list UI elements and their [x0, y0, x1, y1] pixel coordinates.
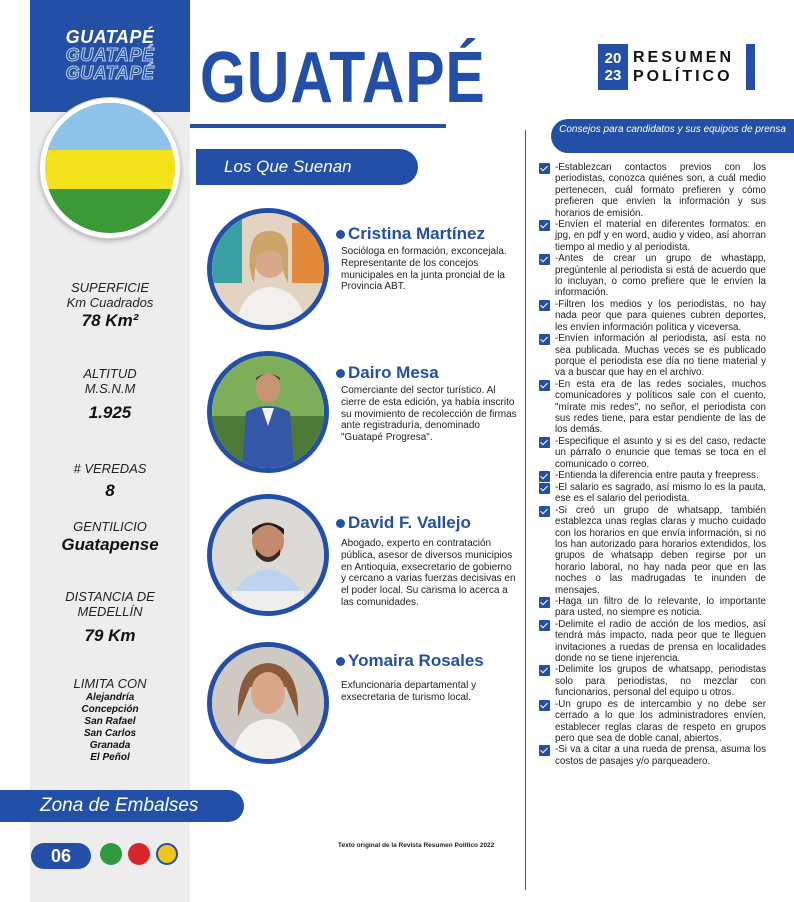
sidebar-title-2: GUATAPÉ	[65, 45, 155, 65]
footnote: Texto original de la Revista Resumen Político 2022	[338, 842, 495, 849]
stat-veredas-label: # VEREDAS	[73, 461, 147, 476]
stat-limita-label: LIMITA CON	[73, 676, 147, 691]
sponsor-logo-1	[100, 843, 122, 865]
candidate-name-text: Yomaira Rosales	[348, 651, 484, 670]
page-title: GUATAPÉ	[200, 38, 486, 118]
limit-item: Alejandría	[85, 692, 135, 703]
title-underline	[190, 124, 446, 128]
checkbox-icon	[539, 597, 550, 608]
stat-altitud	[30, 366, 190, 424]
limit-item: Granada	[89, 740, 131, 751]
brand-line-1: RESUMEN	[633, 49, 735, 66]
list-item	[539, 299, 766, 333]
candidate-name-text: David F. Vallejo	[348, 513, 471, 532]
stat-altitud-value: 1.925	[88, 403, 132, 422]
candidate-name-4	[336, 651, 484, 671]
page-number: 06	[31, 843, 91, 869]
bullet-dot-icon	[336, 657, 345, 666]
list-item	[539, 744, 766, 767]
candidate-name-text: Cristina Martínez	[348, 224, 485, 243]
stat-distancia-label-2: MEDELLÍN	[77, 604, 143, 619]
brand-year-top: 20	[604, 50, 622, 67]
tip-text: -Filtren los medios y los periodistas, no hay nada peor que para quienes cubren deportes, les envíen información política y viceversa.	[555, 298, 766, 333]
stat-limita	[30, 676, 190, 764]
checkbox-icon	[539, 437, 550, 448]
list-item	[539, 253, 766, 299]
bullet-dot-icon	[336, 230, 345, 239]
stat-altitud-label: ALTITUD	[83, 366, 137, 381]
stat-superficie-value: 78 Km²	[81, 311, 139, 330]
candidate-photo-4	[207, 642, 329, 764]
tip-text: -Delimite el radio de acción de los medios, así tendrá más impacto, nada peor que te lleguen invitaciones a ruedas de prensa en localidades donde no se tiene injerencia.	[555, 618, 766, 665]
checkbox-icon	[539, 380, 550, 391]
municipality-flag	[40, 98, 180, 238]
stat-distancia-value: 79 Km	[84, 626, 136, 645]
list-item	[539, 333, 766, 379]
tip-text: -Especifique el asunto y si es del caso, redacte un párrafo o enuncie que temas se toca en el comunicado o correo.	[555, 435, 766, 470]
person-portrait-icon	[212, 213, 324, 325]
tip-text: -Antes de crear un grupo de whastapp, pregúntenle al periodista si está de acuerdo que lo incluyan, o como prefiere que le envíen la información.	[555, 253, 766, 299]
bullet-dot-icon	[336, 519, 345, 528]
stat-distancia-label-1: DISTANCIA DE	[65, 589, 155, 604]
list-item	[539, 664, 766, 698]
flag-band-green	[45, 189, 175, 233]
sponsor-logo-2	[128, 843, 150, 865]
tip-text: -Si creó un grupo de whatsapp, también establezca unas reglas claras y mucho cuidado con los horarios en que envía información, si no los han autorizado para horarios extendidos, los grupos de whatsapp deben regirse por un horario laboral, no hay nada peor que en las noches o las madrugadas te inunden de mensajes.	[555, 504, 766, 596]
stat-altitud-sublabel: M.S.N.M	[84, 381, 136, 396]
column-divider	[525, 130, 526, 890]
list-item	[539, 482, 766, 505]
checkbox-icon	[539, 700, 550, 711]
tip-text: -El salario es sagrado, así mismo lo es la pauta, ese es el salario del periodista.	[555, 481, 766, 505]
person-portrait-icon	[212, 356, 324, 468]
brand-logo	[598, 44, 755, 90]
person-portrait-icon	[212, 647, 324, 759]
brand-side-strip	[746, 44, 755, 90]
stat-superficie-label: SUPERFICIE	[70, 280, 149, 295]
stat-veredas-value: 8	[105, 481, 115, 500]
tip-text: -Envíen el material en diferentes formatos: en jpg, en pdf y en word, audio y video, así ahorran tiempo al medio y al periodista.	[555, 219, 766, 253]
candidate-photo-3	[207, 494, 329, 616]
tip-text: -Envíen información al periodista, así esta no sea publicada. Muchas veces se es publicado porque el periodista ese día no tiene material y va a buscar que hay en el archivo.	[555, 333, 766, 379]
limit-item: San Carlos	[83, 728, 137, 739]
tip-text: -Delimite los grupos de whatsapp, periodistas solo para periodistas, no mezclar con funcionarios, personal del equipo u otros.	[555, 664, 766, 699]
candidate-name-3	[336, 513, 471, 533]
checkbox-icon	[539, 745, 550, 756]
tip-text: -Establezcan contactos previos con los periodistas, conozca quiénes son, a cuál medio pertenecen, cuál formato prefieren y cómo prefieren que envíen la información y sus horarios de emisión.	[555, 162, 766, 219]
tips-header: Consejos para candidatos y sus equipos de prensa	[551, 119, 794, 153]
zona-banner: Zona de Embalses	[0, 790, 244, 822]
candidate-name-1	[336, 224, 485, 244]
person-portrait-icon	[212, 499, 324, 611]
tips-list	[539, 162, 766, 767]
stat-veredas	[30, 461, 190, 502]
candidate-name-text: Dairo Mesa	[348, 363, 439, 382]
brand-line-2: POLÍTICO	[633, 68, 733, 85]
list-item	[539, 162, 766, 219]
candidate-photo-1	[207, 208, 329, 330]
limit-item: San Rafael	[84, 716, 136, 727]
brand-text	[628, 44, 746, 90]
checkbox-icon	[539, 483, 550, 494]
brand-year	[598, 44, 628, 90]
sponsor-logo-3	[156, 843, 178, 865]
stat-gentilicio-label: GENTILICIO	[73, 519, 147, 534]
stat-superficie	[30, 280, 190, 332]
tip-text: -Si va a citar a una rueda de prensa, asuma los costos de pasajes y/o parqueadero.	[555, 744, 766, 767]
sidebar-title-1: GUATAPÉ	[65, 27, 155, 47]
tip-text: -Haga un filtro de lo relevante, lo importante para usted, no siempre es noticia.	[555, 596, 766, 619]
candidate-bio-1: Socióloga en formación, exconcejala. Representante de los concejos municipales en la junta proncial de la Provincia ABT.	[341, 246, 507, 293]
checkbox-icon	[539, 506, 550, 517]
sponsor-logos	[100, 843, 178, 865]
flag-band-blue	[45, 103, 175, 150]
sidebar-title-3: GUATAPÉ	[65, 63, 155, 83]
tip-text: -En esta era de las redes sociales, muchos comunicadores y políticos sale con el cuento, "mírate mis redes", no señor, el periodista con sus redes tiene, para estar pendiente de las de los demás.	[555, 378, 766, 436]
list-item	[539, 505, 766, 596]
stat-superficie-sublabel: Km Cuadrados	[66, 295, 154, 310]
limit-item: El Peñol	[90, 752, 130, 763]
checkbox-icon	[539, 334, 550, 345]
checkbox-icon	[539, 665, 550, 676]
page-subtitle: Los Que Suenan	[196, 149, 418, 185]
brand-year-bottom: 23	[604, 67, 622, 84]
list-item	[539, 379, 766, 436]
checkbox-icon	[539, 620, 550, 631]
candidate-name-2	[336, 363, 439, 383]
list-item	[539, 619, 766, 665]
stat-gentilicio-value: Guatapense	[61, 535, 159, 554]
tip-text: -Entienda la diferencia entre pauta y freepress.	[555, 469, 759, 481]
list-item	[539, 219, 766, 253]
candidate-bio-4: Exfuncionaria departamental y exsecretaria de turismo local.	[341, 680, 477, 703]
list-item	[539, 596, 766, 619]
checkbox-icon	[539, 254, 550, 265]
stat-distancia	[30, 589, 190, 647]
list-item	[539, 436, 766, 470]
list-item	[539, 699, 766, 745]
candidate-bio-3: Abogado, experto en contratación pública, asesor de diversos municipios en Antioquia, exsecretario de gobierno y cercano a varias fuerzas decisivas en el poder local. Su carisma lo acerca a las comunidades.	[341, 538, 516, 608]
bullet-dot-icon	[336, 369, 345, 378]
checkbox-icon	[539, 163, 550, 174]
flag-band-yellow	[45, 150, 175, 189]
candidate-photo-2	[207, 351, 329, 473]
candidate-bio-2: Comerciante del sector turístico. Al cierre de esta edición, ya había inscrito su movimiento de recolección de firmas ante registraduría, denominado "Guatapé Progresa".	[341, 385, 517, 444]
limit-item: Concepción	[81, 704, 139, 715]
stat-gentilicio	[30, 519, 190, 556]
checkbox-icon	[539, 471, 550, 482]
checkbox-icon	[539, 220, 550, 231]
tip-text: -Un grupo es de intercambio y no debe ser cerrado a lo que los administradores envíen, establecer reglas claras de respeto en grupos pero que sea de doble canal, abiertos.	[555, 698, 766, 744]
checkbox-icon	[539, 300, 550, 311]
list-item	[539, 470, 766, 482]
